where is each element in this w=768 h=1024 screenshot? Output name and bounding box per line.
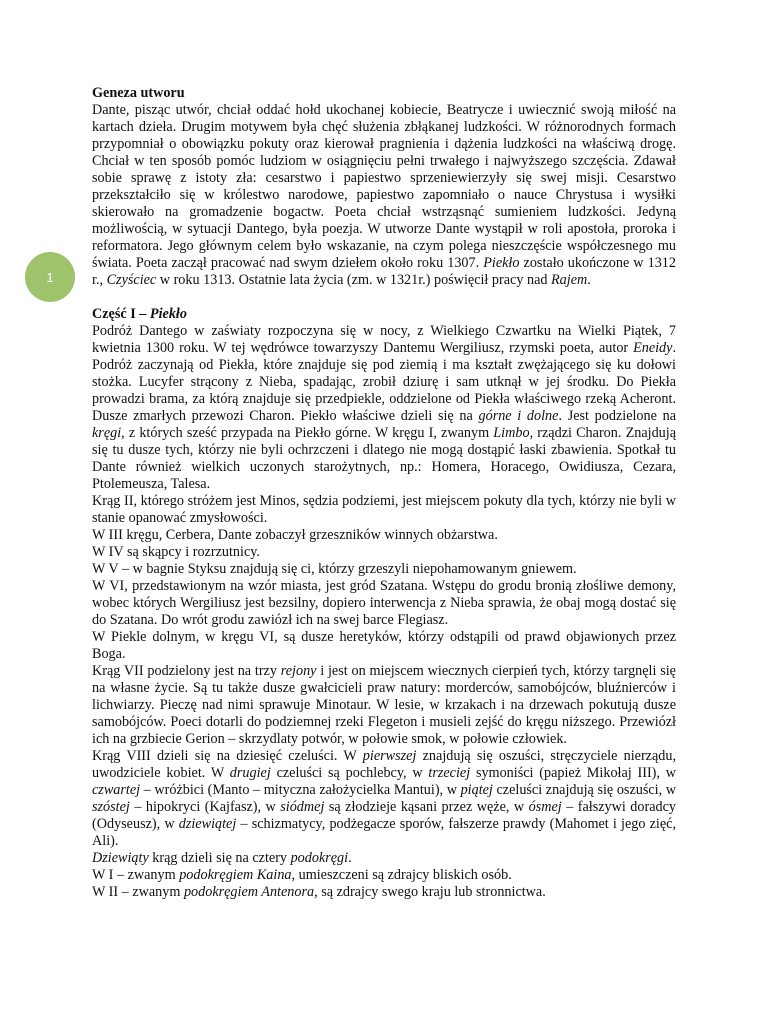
text-run: . Jest podzielone na	[558, 408, 676, 424]
text-run: W III kręgu, Cerbera, Dante zobaczył grzeszników winnych obżarstwa.	[92, 527, 498, 543]
section-heading-genesis: Geneza utworu	[92, 85, 185, 101]
text-run: – fałszywi doradcy (Odyseusz), w	[92, 799, 676, 832]
paragraph	[92, 748, 676, 850]
paragraph	[92, 850, 676, 867]
text-run: , są zdrajcy swego kraju lub stronnictwa.	[314, 884, 546, 900]
text-run: są złodzieje kąsani przez węże, w	[324, 799, 529, 815]
text-run: , umieszczeni są zdrajcy bliskich osób.	[291, 867, 512, 883]
italic-text: Dziewiąty	[92, 850, 149, 866]
paragraph	[92, 493, 676, 527]
paragraph	[92, 323, 676, 493]
text-run: krąg dzieli się na cztery	[148, 850, 291, 866]
text-run: W Piekle dolnym, w kręgu VI, są dusze heretyków, którzy odstąpili od prawd objawionych przez Boga.	[92, 629, 676, 662]
section-gap	[92, 289, 676, 306]
italic-text: drugiej	[229, 765, 271, 781]
paragraph	[92, 527, 676, 544]
italic-text: kręgi	[92, 425, 122, 441]
text-run: Krąg VII podzielony jest na trzy	[92, 663, 281, 679]
italic-text: Piekło	[483, 255, 520, 271]
section-heading-inferno	[92, 306, 676, 323]
text-run: .	[587, 272, 591, 288]
italic-text: Eneidy	[633, 340, 673, 356]
text-run: . Podróż zaczynają od Piekła, które znajduje się pod ziemią i ma kształt zwężającego się ku dołowi stożka. Lucyfer strącony z Nieba, spadając, zrobił dziurę i sam utknął w jej środku. Do Piekła prowadzi brama, za którą znajduje się przedpiekle, oddzielone od Piekła właściwego rzeką Acheront. Dusze zmarłych przewozi Charon. Piekło właściwe dzieli się na	[92, 340, 676, 424]
italic-text: Limbo	[493, 425, 530, 441]
text-run: zostało ukończone w 1312 r.,	[92, 255, 676, 288]
text-run: – schizmatycy, podżegacze sporów, fałszerze prawdy (Mahomet i jego zięć, Ali).	[92, 816, 676, 849]
text-run: i jest on miejscem wiecznych cierpień tych, którzy targnęli się na własne życie. Są tu także dusze gwałcicieli praw natury: morderców, samobójców, bluźnierców i lichwiarzy. Pieczę nad nimi sprawuje Minotaur. W lesie, w krzakach i na drzewach pokutują dusze samobójców. Poeci dotarli do podziemnej rzeki Flegeton i musieli zejść do kręgu niższego. Przewiózł ich na grzbiecie Gerion – skrzydlaty potwór, w połowie smok, w połowie człowiek.	[92, 663, 676, 747]
italic-text: podokręgiem Antenora	[183, 884, 315, 900]
italic-text: podokręgi	[290, 850, 349, 866]
document-body	[92, 85, 676, 901]
italic-text: piątej	[460, 782, 493, 798]
italic-text: Piekło	[149, 306, 187, 322]
text-run: W I – zwanym	[92, 867, 180, 883]
text-run: czeluści są pochlebcy, w	[270, 765, 429, 781]
italic-text: siódmej	[280, 799, 325, 815]
text-run: Dante, pisząc utwór, chciał oddać hołd ukochanej kobiecie, Beatrycze i uwiecznić swoją miłość na kartach dzieła. Drugim motywem była chęć służenia zbłąkanej ludzkości. W różnorodnych formach przypomniał o obowiązku pokuty oraz kierował pragnienia i dążenia ludzkości na właściwą drogę. Chciał w ten sposób pomóc ludziom w osiągnięciu pełni trwałego i najwyższego szczęścia. Zdawał sobie sprawę z istoty zła: cesarstwo i papiestwo sprzeniewierzyły się swej misji. Cesarstwo przekształciło się w królestwo narodowe, papiestwo zapomniało o nauce Chrystusa i wysiłki skierowało na gromadzenie bogactw. Poeta chciał wstrząsnąć sumieniem ludzkości. Jedyną możliwością, w sytuacji Dantego, była poezja. W utworze Dante wystąpił w roli apostoła, proroka i reformatora. Jego głównym celem było wskazanie, na czym polega nieszczęście współczesnego mu świata. Poeta zaczął pracować nad swym dziełem około roku 1307.	[92, 102, 676, 271]
paragraph	[92, 663, 676, 748]
text-run: , rządzi Charon. Znajdują się tu dusze tych, którzy nie byli ochrzczeni i dlatego nie mogą dostąpić łaski zbawienia. Spotkał tu Dante również wielkich uczonych starożytnych, np.: Homera, Horacego, Owidiusza, Cezara, Ptolemeusza, Talesa.	[92, 425, 677, 492]
italic-text: trzeciej	[428, 765, 471, 781]
paragraph-genesis	[92, 102, 676, 289]
italic-text: Czyściec	[106, 272, 157, 288]
text-run: – wróżbici (Manto – mityczna założycielka Mantui), w	[140, 782, 461, 798]
italic-text: podokręgiem Kaina	[179, 867, 292, 883]
paragraph	[92, 561, 676, 578]
text-run: Część I –	[92, 306, 150, 322]
text-run: W IV są skąpcy i rozrzutnicy.	[92, 544, 260, 560]
italic-text: Rajem	[551, 272, 588, 288]
italic-text: szóstej	[92, 799, 130, 815]
text-run: W II – zwanym	[92, 884, 184, 900]
inferno-paragraphs	[92, 323, 676, 901]
text-run: czeluści znajdują się oszuści, w	[492, 782, 676, 798]
paragraph	[92, 578, 676, 629]
italic-text: dziewiątej	[178, 816, 237, 832]
text-run: – hipokryci (Kajfasz), w	[129, 799, 281, 815]
paragraph	[92, 629, 676, 663]
text-run: W VI, przedstawionym na wzór miasta, jest gród Szatana. Wstępu do grodu bronią złośliwe demony, wobec których Wergiliusz jest bezsilny, dopiero interwencja z Nieba sprawia, że obaj mogą dostać się do Szatana. Do wrót grodu zawiózł ich na swej barce Flegiasz.	[92, 578, 676, 628]
paragraph	[92, 544, 676, 561]
text-run: Krąg VIII dzieli się na dziesięć czeluści. W	[92, 748, 363, 764]
text-run: w roku 1313. Ostatnie lata życia (zm. w 1321r.) poświęcił pracy nad	[156, 272, 552, 288]
italic-text: czwartej	[92, 782, 141, 798]
paragraph	[92, 867, 676, 884]
text-run: Krąg II, którego stróżem jest Minos, sędzia podziemi, jest miejscem pokuty dla tych, którzy nie byli w stanie opanować zmysłowości.	[92, 493, 676, 526]
page-number-badge: 1	[25, 252, 75, 302]
text-run: .	[348, 850, 352, 866]
text-run: , z których sześć przypada na Piekło górne. W kręgu I, zwanym	[121, 425, 494, 441]
italic-text: górne i dolne	[478, 408, 559, 424]
text-run: W V – w bagnie Styksu znajdują się ci, którzy grzeszyli niepohamowanym gniewem.	[92, 561, 577, 577]
text-run: symoniści (papież Mikołaj III), w	[470, 765, 676, 781]
italic-text: ósmej	[528, 799, 562, 815]
italic-text: rejony	[280, 663, 317, 679]
italic-text: pierwszej	[362, 748, 417, 764]
text-run: znajdują się oszuści, stręczyciele nierządu, uwodziciele kobiet. W	[92, 748, 676, 781]
paragraph	[92, 884, 676, 901]
text-run: Podróż Dantego w zaświaty rozpoczyna się w nocy, z Wielkiego Czwartku na Wielki Piątek, 7 kwietnia 1300 roku. W tej wędrówce towarzyszy Dantemu Wergiliusz, rzymski poeta, autor	[92, 323, 676, 356]
